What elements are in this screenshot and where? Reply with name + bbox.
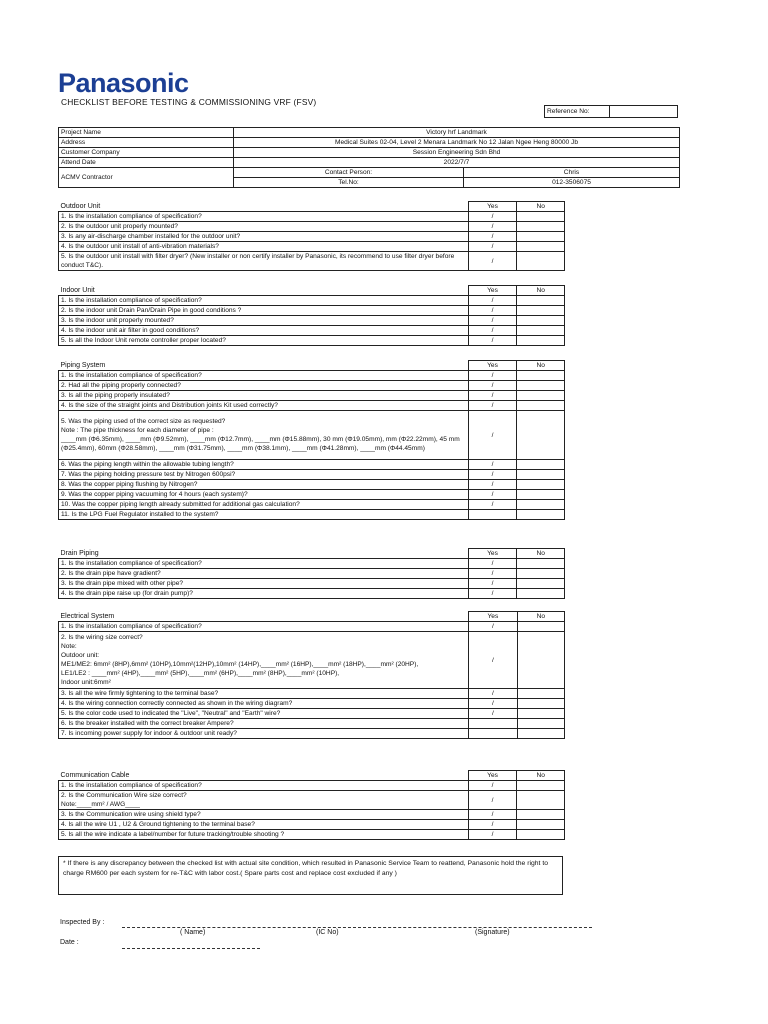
no-checkbox[interactable] — [517, 500, 565, 510]
checklist-row — [59, 381, 565, 391]
no-checkbox[interactable] — [517, 222, 565, 232]
yes-checkbox[interactable]: / — [468, 781, 517, 791]
checklist-row — [59, 306, 565, 316]
checklist-row — [59, 559, 565, 569]
checklist-question: 4. Is the outdoor unit install of anti-vibration materials? — [59, 242, 469, 252]
contact-person-label: Contact Person: — [234, 168, 464, 178]
no-checkbox[interactable] — [517, 810, 565, 820]
checklist-question: 6. Is the breaker installed with the correct breaker Ampere? — [59, 719, 469, 729]
checklist-row — [59, 810, 565, 820]
checklist-row — [59, 222, 565, 232]
checklist-row — [59, 709, 565, 719]
checklist-question: 1. Is the installation compliance of specification? — [59, 781, 469, 791]
checklist-row — [59, 830, 565, 840]
checklist-question: 4. Is the size of the straight joints and Distribution joints Kit used correctly? — [59, 401, 469, 411]
yes-checkbox[interactable]: / — [469, 632, 517, 689]
yes-column-header: Yes — [468, 286, 517, 296]
checklist-row — [59, 371, 565, 381]
no-checkbox[interactable] — [517, 371, 565, 381]
no-column-header: No — [517, 361, 565, 371]
checklist-question: 4. Is all the wire U1 , U2 & Ground tightening to the terminal base? — [59, 820, 469, 830]
checklist-question: 6. Was the piping length within the allowable tubing length? — [59, 460, 469, 470]
name-caption: ( Name) — [180, 929, 206, 936]
checklist-question: 7. Was the piping holding pressure test by Nitrogen 600psi? — [59, 470, 469, 480]
checklist-question: 5. Is all the Indoor Unit remote controller proper located? — [59, 336, 469, 346]
attend-date-label: Attend Date — [59, 158, 234, 168]
yes-checkbox[interactable]: / — [468, 559, 517, 569]
no-column-header: No — [517, 612, 564, 622]
yes-checkbox[interactable]: / — [468, 232, 517, 242]
section-title: Electrical System — [60, 612, 115, 620]
no-checkbox[interactable] — [517, 316, 565, 326]
yes-checkbox[interactable]: / — [469, 689, 517, 699]
checklist-row — [59, 622, 565, 632]
checklist-row — [59, 791, 565, 810]
yes-column-header: Yes — [468, 202, 517, 212]
yes-checkbox[interactable] — [469, 719, 517, 729]
checklist-question: 2. Had all the piping properly connected? — [59, 381, 469, 391]
no-checkbox[interactable] — [517, 579, 565, 589]
no-checkbox[interactable] — [517, 689, 564, 699]
yes-column-header: Yes — [468, 771, 517, 781]
checklist-row — [59, 579, 565, 589]
no-checkbox[interactable] — [517, 296, 565, 306]
checklist-row — [59, 699, 565, 709]
checklist-row — [59, 589, 565, 599]
yes-checkbox[interactable]: / — [468, 470, 517, 480]
date-label: Date : — [60, 939, 79, 946]
checklist-row — [59, 326, 565, 336]
checklist-question: 1. Is the installation compliance of specification? — [59, 296, 469, 306]
checklist-row — [59, 232, 565, 242]
section-title: Drain Piping — [60, 549, 99, 557]
checklist-row — [59, 689, 565, 699]
checklist-question: 1. Is the installation compliance of specification? — [59, 559, 469, 569]
checklist-row — [59, 820, 565, 830]
checklist-question: 2. Is the indoor unit Drain Pan/Drain Pipe in good conditions ? — [59, 306, 469, 316]
yes-checkbox[interactable]: / — [468, 222, 517, 232]
yes-checkbox[interactable]: / — [468, 810, 517, 820]
no-checkbox[interactable] — [517, 252, 565, 271]
checklist-question: 8. Was the copper piping flushing by Nitrogen? — [59, 480, 469, 490]
no-checkbox[interactable] — [517, 559, 565, 569]
checklist-table — [58, 548, 565, 599]
no-checkbox[interactable] — [517, 510, 565, 520]
yes-column-header: Yes — [469, 612, 517, 622]
section-title: Indoor Unit — [60, 286, 95, 294]
yes-checkbox[interactable]: / — [468, 490, 517, 500]
no-checkbox[interactable] — [517, 719, 564, 729]
checklist-question: 11. Is the LPG Fuel Regulator installed to the system? — [59, 510, 469, 520]
yes-checkbox[interactable]: / — [468, 411, 517, 460]
checklist-row — [59, 781, 565, 791]
project-name-value[interactable]: Victory hrf Landmark — [234, 128, 680, 138]
project-info-table — [58, 127, 680, 188]
checklist-row — [59, 632, 565, 689]
yes-checkbox[interactable]: / — [468, 391, 517, 401]
panasonic-logo: Panasonic — [58, 68, 189, 98]
checklist-question: 5. Was the piping used of the correct size as requested? Note : The pipe thickness for each diameter of pipe : ____mm (Φ6.35mm), ____mm (Φ9.52mm), ____mm (Φ12.7mm), ____mm (Φ15.88mm), 30 mm (Φ19.05mm), mm (Φ22.22mm), 45 mm (Φ25.4mm), 60mm (Φ28.58mm), ____mm (Φ31.75mm), ____mm (Φ38.1mm), ____mm (Φ41.28mm), ____mm (Φ44.45mm) — [59, 411, 469, 460]
checklist-table — [58, 285, 565, 346]
section-title: Communication Cable — [60, 771, 130, 779]
checklist-question: 4. Is the indoor unit air filter in good conditions? — [59, 326, 469, 336]
yes-checkbox[interactable]: / — [468, 401, 517, 411]
checklist-row — [59, 411, 565, 460]
no-checkbox[interactable] — [517, 569, 565, 579]
checklist-question: 1. Is the installation compliance of specification? — [59, 622, 469, 632]
yes-checkbox[interactable]: / — [468, 306, 517, 316]
yes-checkbox[interactable]: / — [468, 579, 517, 589]
yes-checkbox[interactable]: / — [468, 820, 517, 830]
checklist-row — [59, 569, 565, 579]
checklist-row — [59, 336, 565, 346]
customer-value[interactable]: Session Engineering Sdn Bhd — [234, 148, 680, 158]
yes-checkbox[interactable]: / — [468, 336, 517, 346]
checklist-table — [58, 201, 565, 271]
reference-value[interactable] — [610, 106, 678, 118]
yes-checkbox[interactable] — [469, 729, 517, 739]
section-title: Piping System — [60, 361, 106, 369]
no-checkbox[interactable] — [517, 791, 565, 810]
no-checkbox[interactable] — [517, 820, 565, 830]
yes-checkbox[interactable]: / — [469, 709, 517, 719]
checklist-question: 3. Is the drain pipe mixed with other pipe? — [59, 579, 469, 589]
checklist-question: 2. Is the Communication Wire size correct? Note:____mm² / AWG____ — [59, 791, 469, 810]
checklist-question: 2. Is the wiring size correct? Note: Outdoor unit: ME1/ME2: 6mm² (8HP),6mm² (10HP),10mm²(12HP),10mm² (14HP),____mm² (16HP),____mm² (18HP),____mm² (20HP), LE1/LE2 : ____mm² (4HP),____mm² (5HP),____mm² (6HP),____mm² (8HP),____mm² (10HP), Indoor unit:6mm² — [59, 632, 469, 689]
yes-checkbox[interactable]: / — [468, 480, 517, 490]
checklist-question: 5. Is the outdoor unit install with filter dryer? (New installer or non certify installer by Panasonic, its recommend to use filter dryer before conduct T&C). — [59, 252, 469, 271]
no-checkbox[interactable] — [517, 411, 565, 460]
reference-label: Reference No: — [545, 106, 610, 118]
no-checkbox[interactable] — [517, 242, 565, 252]
no-checkbox[interactable] — [517, 381, 565, 391]
checklist-question: 9. Was the copper piping vacuuming for 4 hours (each system)? — [59, 490, 469, 500]
no-checkbox[interactable] — [517, 212, 565, 222]
checklist-table — [58, 611, 565, 739]
checklist-row — [59, 480, 565, 490]
yes-checkbox[interactable]: / — [468, 242, 517, 252]
customer-label: Customer Company — [59, 148, 234, 158]
no-column-header: No — [517, 771, 565, 781]
inspected-by-line[interactable] — [122, 927, 592, 928]
checklist-question: 4. Is the wiring connection correctly connected as shown in the wiring diagram? — [59, 699, 469, 709]
checklist-question: 3. Is any air-discharge chamber installed for the outdoor unit? — [59, 232, 469, 242]
no-checkbox[interactable] — [517, 470, 565, 480]
reference-table — [544, 105, 678, 118]
checklist-row — [59, 460, 565, 470]
no-checkbox[interactable] — [517, 401, 565, 411]
no-checkbox[interactable] — [517, 326, 565, 336]
ic-caption: (IC No) — [316, 929, 339, 936]
checklist-row — [59, 401, 565, 411]
no-checkbox[interactable] — [517, 336, 565, 346]
no-column-header: No — [517, 202, 565, 212]
checklist-question: 3. Is the Communication wire using shield type? — [59, 810, 469, 820]
address-value[interactable]: Medical Suites 02-04, Level 2 Menara Landmark No 12 Jalan Ngee Heng 80000 Jb — [234, 138, 680, 148]
project-name-label: Project Name — [59, 128, 234, 138]
tel-value[interactable]: 012-3506075 — [464, 178, 680, 188]
no-checkbox[interactable] — [517, 830, 565, 840]
yes-checkbox[interactable]: / — [468, 212, 517, 222]
yes-checkbox[interactable]: / — [468, 326, 517, 336]
yes-checkbox[interactable]: / — [468, 500, 517, 510]
no-checkbox[interactable] — [517, 480, 565, 490]
checklist-row — [59, 316, 565, 326]
checklist-question: 2. Is the outdoor unit properly mounted? — [59, 222, 469, 232]
yes-column-header: Yes — [468, 549, 517, 559]
checklist-question: 1. Is the installation compliance of specification? — [59, 212, 469, 222]
contact-person-value[interactable]: Chris — [464, 168, 680, 178]
checklist-row — [59, 252, 565, 271]
yes-checkbox[interactable]: / — [469, 699, 517, 709]
checklist-row — [59, 296, 565, 306]
no-checkbox[interactable] — [517, 490, 565, 500]
no-checkbox[interactable] — [517, 729, 564, 739]
yes-checkbox[interactable]: / — [468, 381, 517, 391]
no-checkbox[interactable] — [517, 460, 565, 470]
no-checkbox[interactable] — [517, 589, 565, 599]
yes-checkbox[interactable]: / — [469, 622, 517, 632]
checklist-row — [59, 729, 565, 739]
yes-checkbox[interactable]: / — [468, 589, 517, 599]
no-checkbox[interactable] — [517, 622, 564, 632]
no-checkbox[interactable] — [517, 781, 565, 791]
yes-checkbox[interactable]: / — [468, 791, 517, 810]
checklist-row — [59, 212, 565, 222]
no-checkbox[interactable] — [517, 699, 564, 709]
discrepancy-note: * If there is any discrepancy between the checked list with actual site condition, which resulted in Panasonic Service Team to reattend, Panasonic hold the right to charge RM600 per each system for re-T&C with labor cost.( Spare parts cost and replace cost excluded if any ) — [58, 856, 563, 895]
checklist-row — [59, 500, 565, 510]
tel-label: Tel.No: — [234, 178, 464, 188]
checklist-row — [59, 242, 565, 252]
signature-caption: (Signature) — [475, 929, 510, 936]
yes-checkbox[interactable]: / — [468, 830, 517, 840]
yes-checkbox[interactable] — [468, 510, 517, 520]
document-title: CHECKLIST BEFORE TESTING & COMMISSIONING VRF (FSV) — [61, 97, 317, 107]
no-column-header: No — [517, 549, 565, 559]
checklist-row — [59, 470, 565, 480]
checklist-row — [59, 510, 565, 520]
no-column-header: No — [517, 286, 565, 296]
date-line[interactable] — [122, 948, 260, 949]
no-checkbox[interactable] — [517, 306, 565, 316]
checklist-question: 3. Is all the piping properly insulated? — [59, 391, 469, 401]
checklist-question: 1. Is the installation compliance of specification? — [59, 371, 469, 381]
checklist-question: 3. Is all the wire firmly tightening to the terminal base? — [59, 689, 469, 699]
yes-checkbox[interactable]: / — [468, 316, 517, 326]
yes-checkbox[interactable]: / — [468, 460, 517, 470]
yes-column-header: Yes — [468, 361, 517, 371]
checklist-table — [58, 770, 565, 840]
acmv-contractor-label: ACMV Contractor — [59, 168, 234, 188]
no-checkbox[interactable] — [517, 391, 565, 401]
section-title: Outdoor Unit — [60, 202, 101, 210]
yes-checkbox[interactable]: / — [468, 252, 517, 271]
checklist-row — [59, 719, 565, 729]
yes-checkbox[interactable]: / — [468, 371, 517, 381]
yes-checkbox[interactable]: / — [468, 569, 517, 579]
no-checkbox[interactable] — [517, 632, 564, 689]
checklist-question: 7. Is incoming power supply for indoor & outdoor unit ready? — [59, 729, 469, 739]
checklist-table — [58, 360, 565, 520]
checklist-question: 10. Was the copper piping length already submitted for additional gas calculation? — [59, 500, 469, 510]
checklist-question: 5. Is the color code used to indicated the "Live", "Neutral" and "Earth" wire? — [59, 709, 469, 719]
inspected-by-label: Inspected By : — [60, 919, 105, 926]
checklist-row — [59, 391, 565, 401]
checklist-question: 3. Is the indoor unit properly mounted? — [59, 316, 469, 326]
no-checkbox[interactable] — [517, 232, 565, 242]
checklist-question: 4. Is the drain pipe raise up (for drain pump)? — [59, 589, 469, 599]
attend-date-value[interactable]: 2022/7/7 — [234, 158, 680, 168]
no-checkbox[interactable] — [517, 709, 564, 719]
checklist-row — [59, 490, 565, 500]
checklist-question: 5. Is all the wire indicate a label/number for future tracking/trouble shooting ? — [59, 830, 469, 840]
checklist-question: 2. Is the drain pipe have gradient? — [59, 569, 469, 579]
yes-checkbox[interactable]: / — [468, 296, 517, 306]
address-label: Address — [59, 138, 234, 148]
